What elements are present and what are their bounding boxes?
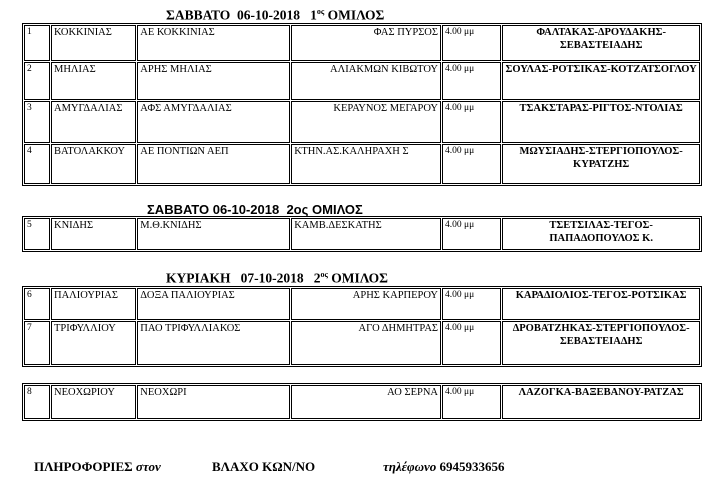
table-row <box>24 385 700 419</box>
match-number: 7 <box>24 321 50 365</box>
heading-group-suffix: ος <box>320 270 328 279</box>
referees: ΚΑΡΑΔΙΟΛΙΟΣ-ΤΕΓΟΣ-ΡΟΤΣΙΚΑΣ <box>502 288 700 320</box>
table-row <box>24 218 700 250</box>
away-team: ΦΑΣ ΠΥΡΣΟΣ <box>291 25 441 61</box>
table-row <box>24 288 700 320</box>
referees: ΦΑΛΤΑΚΑΣ-ΔΡΟΥΔΑΚΗΣ-ΣΕΒΑΣΤΕΙΑΔΗΣ <box>502 25 700 61</box>
match-number: 6 <box>24 288 50 320</box>
home-team: ΑΡΗΣ ΜΗΛΙΑΣ <box>137 62 290 100</box>
match-time: 4.00 μμ <box>442 144 501 184</box>
heading-group-number: 2ος <box>286 202 309 217</box>
table-row <box>24 321 700 365</box>
match-number: 4 <box>24 144 50 184</box>
footer-name: ΒΛΑΧΟ ΚΩΝ/ΝΟ <box>212 459 316 474</box>
match-number: 8 <box>24 385 50 419</box>
match-number: 1 <box>24 25 50 61</box>
referees: ΣΟΥΛΑΣ-ΡΟΤΣΙΚΑΣ-ΚΟΤΖΑΤΣΟΓΛΟΥ <box>502 62 700 100</box>
table-row <box>24 62 700 100</box>
match-location: ΝΕΟΧΩΡΙΟΥ <box>51 385 136 419</box>
away-team: ΑΓΟ ΔΗΜΗΤΡΑΣ <box>291 321 441 365</box>
schedule-table-4 <box>22 383 702 421</box>
heading-group-number: 1 <box>310 7 317 23</box>
heading-date: 06-10-2018 <box>237 7 301 23</box>
away-team: ΑΛΙΑΚΜΩΝ ΚΙΒΩΤΟΥ <box>291 62 441 100</box>
referees: ΛΑΖΟΓΚΑ-ΒΑΞΕΒΑΝΟΥ-ΡΑΤΖΑΣ <box>502 385 700 419</box>
heading-date: 06-10-2018 <box>212 202 280 217</box>
heading-day: ΣΑΒΒΑΤΟ <box>166 7 231 23</box>
group-heading-3 <box>166 270 388 287</box>
match-number: 5 <box>24 218 50 250</box>
match-time: 4.00 μμ <box>442 385 501 419</box>
match-location: ΠΑΛΙΟΥΡΙΑΣ <box>51 288 136 320</box>
heading-group-word: ΟΜΙΛΟΣ <box>331 270 388 286</box>
match-number: 3 <box>24 101 50 143</box>
match-location: ΤΡΙΦΥΛΛΙΟΥ <box>51 321 136 365</box>
match-location: ΜΗΛΙΑΣ <box>51 62 136 100</box>
schedule-table-1 <box>22 23 702 186</box>
table-row <box>24 25 700 61</box>
schedule-table-2 <box>22 216 702 252</box>
match-time: 4.00 μμ <box>442 25 501 61</box>
footer-at: στον <box>135 459 161 474</box>
table-row <box>24 144 700 184</box>
home-team: ΠΑΟ ΤΡΙΦΥΛΛΙΑΚΟΣ <box>137 321 290 365</box>
contact-phone <box>383 459 505 475</box>
away-team: ΚΑΜΒ.ΔΕΣΚΑΤΗΣ <box>291 218 441 250</box>
away-team: ΑΡΗΣ ΚΑΡΠΕΡΟΥ <box>291 288 441 320</box>
referees: ΔΡΟΒΑΤΖΗΚΑΣ-ΣΤΕΡΓΙΟΠΟΥΛΟΣ-ΣΕΒΑΣΤΕΙΑΔΗΣ <box>502 321 700 365</box>
home-team: ΑΕ ΚΟΚΚΙΝΙΑΣ <box>137 25 290 61</box>
heading-group-word: ΟΜΙΛΟΣ <box>327 7 385 23</box>
away-team: ΚΕΡΑΥΝΟΣ ΜΕΓΑΡΟΥ <box>291 101 441 143</box>
away-team: ΚΤΗΝ.ΑΣ.ΚΑΛΗΡΑΧΗ Σ <box>291 144 441 184</box>
match-time: 4.00 μμ <box>442 62 501 100</box>
footer-phone-label: τηλέφωνο <box>383 459 437 474</box>
footer-phone: 6945933656 <box>439 459 505 474</box>
contact-name <box>212 459 315 475</box>
heading-group-suffix: ος <box>316 7 325 16</box>
match-location: ΑΜΥΓΔΑΛΙΑΣ <box>51 101 136 143</box>
referees: ΜΩΥΣΙΑΔΗΣ-ΣΤΕΡΓΙΟΠΟΥΛΟΣ-ΚΥΡΑΤΖΗΣ <box>502 144 700 184</box>
match-location: ΒΑΤΟΛΑΚΚΟΥ <box>51 144 136 184</box>
home-team: ΑΕ ΠΟΝΤΙΩΝ ΑΕΠ <box>137 144 290 184</box>
match-time: 4.00 μμ <box>442 321 501 365</box>
schedule-table-3 <box>22 286 702 367</box>
referees: ΤΣΕΤΣΙΛΑΣ-ΤΕΓΟΣ-ΠΑΠΑΔΟΠΟΥΛΟΣ Κ. <box>502 218 700 250</box>
heading-day: ΚΥΡΙΑΚΗ <box>166 270 231 286</box>
match-number: 2 <box>24 62 50 100</box>
home-team: ΑΦΣ ΑΜΥΓΔΑΛΙΑΣ <box>137 101 290 143</box>
match-location: ΚΝΙΔΗΣ <box>51 218 136 250</box>
home-team: Μ.Θ.ΚΝΙΔΗΣ <box>137 218 290 250</box>
match-time: 4.00 μμ <box>442 101 501 143</box>
group-heading-1 <box>166 7 384 24</box>
group-heading-2 <box>147 202 363 217</box>
match-time: 4.00 μμ <box>442 218 501 250</box>
table-row <box>24 101 700 143</box>
heading-group-number: 2 <box>313 270 321 286</box>
referees: ΤΣΑΚΣΤΑΡΑΣ-ΡΙΓΤΟΣ-ΝΤΟΛΙΑΣ <box>502 101 700 143</box>
match-time: 4.00 μμ <box>442 288 501 320</box>
heading-day: ΣΑΒΒΑΤΟ <box>147 202 210 217</box>
match-location: ΚΟΚΚΙΝΙΑΣ <box>51 25 136 61</box>
info-footer <box>34 459 161 475</box>
heading-group-word: ΟΜΙΛΟΣ <box>312 202 363 217</box>
away-team: ΑΟ ΣΕΡΝΑ <box>291 385 441 419</box>
heading-date: 07-10-2018 <box>240 270 304 286</box>
home-team: ΔΟΞΑ ΠΑΛΙΟΥΡΙΑΣ <box>137 288 290 320</box>
home-team: ΝΕΟΧΩΡΙ <box>137 385 290 419</box>
footer-label: ΠΛΗΡΟΦΟΡΙΕΣ <box>34 459 133 474</box>
